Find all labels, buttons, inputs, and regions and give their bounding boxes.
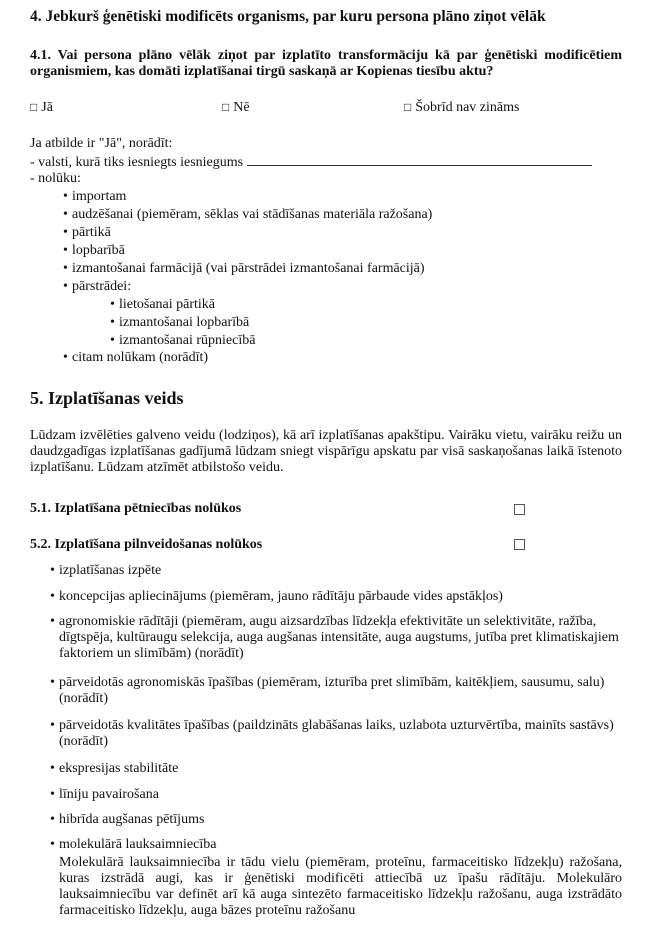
checkbox-5-1[interactable] xyxy=(514,504,525,515)
purpose-item xyxy=(63,225,111,241)
bullet-icon: • xyxy=(63,279,68,294)
bullet-icon: • xyxy=(50,614,55,629)
purpose-item xyxy=(63,207,432,223)
bullet-icon: • xyxy=(110,315,115,330)
section-5-2: 5.2. Izplatīšana pilnveidošanas nolūkos xyxy=(30,537,263,552)
bullet-icon: • xyxy=(63,207,68,222)
molecular-farming-description: Molekulārā lauksaimniecība ir tādu vielu (piemēram, proteīnu, farmaceitisko līdzekļu) ražošana, kuras izstrādā augi, kas ir ģenētiski modificēti attiecībā uz īpašu rādītāju. Molekulāro lauksaimniecību var definēt arī kā auga sintezēto farmaceitisko līdzekļu ražošanu, auga izstrādāto farmaceitisko līdzekļu, auga bāzes proteīnu ražošanu xyxy=(59,855,622,918)
option-no-label: Nē xyxy=(233,100,250,115)
if-yes-label: Ja atbilde ir "Jā", norādīt: xyxy=(30,136,173,151)
purpose-item-label: importam xyxy=(72,189,127,204)
list-item-label: pārveidotās agronomiskās īpašības (piemēram, izturība pret slimībām, kaitēkļiem, sausumu, salu) (norādīt) xyxy=(59,675,605,706)
option-unknown[interactable] xyxy=(404,99,519,116)
purpose-item xyxy=(63,189,126,205)
section5-heading: 5. Izplatīšanas veids xyxy=(30,388,184,408)
list-item xyxy=(50,761,631,777)
list-item-label: hibrīda augšanas pētījums xyxy=(59,812,205,827)
list-item xyxy=(50,614,631,662)
processing-item-label: lietošanai pārtikā xyxy=(119,297,216,312)
processing-item xyxy=(110,333,255,349)
checkbox-5-2[interactable] xyxy=(514,539,525,550)
bullet-icon: • xyxy=(63,261,68,276)
bullet-icon: • xyxy=(50,718,55,733)
purpose-item-label: izmantošanai farmācijā (vai pārstrādei izmantošanai farmācijā) xyxy=(72,261,425,276)
bullet-icon: • xyxy=(50,675,55,690)
bullet-icon: • xyxy=(110,297,115,312)
bullet-icon: • xyxy=(63,189,68,204)
list-item-label: koncepcijas apliecinājums (piemēram, jauno rādītāju pārbaude vides apstākļos) xyxy=(59,589,503,604)
question-4-1: 4.1. Vai persona plāno vēlāk ziņot par izplatīto transformāciju kā par ģenētiski modificētiem organismiem, kas domāti izplatīšanai tirgū saskaņā ar Kopienas tiesību aktu? xyxy=(30,48,622,79)
bullet-icon: • xyxy=(63,225,68,240)
list-item xyxy=(50,837,631,853)
purpose-item-label: lopbarībā xyxy=(72,243,125,258)
option-no[interactable] xyxy=(222,99,250,116)
purpose-item-label: audzēšanai (piemēram, sēklas vai stādīšanas materiāla ražošana) xyxy=(72,207,433,222)
country-fill-line[interactable] xyxy=(247,153,592,166)
bullet-icon: • xyxy=(50,837,55,852)
list-item xyxy=(50,563,631,579)
purpose-item xyxy=(63,279,131,295)
purpose-item xyxy=(63,261,425,277)
purpose-item-label: pārtikā xyxy=(72,225,111,240)
checkbox-icon[interactable]: □ xyxy=(222,100,230,114)
purpose-item xyxy=(63,243,125,259)
option-yes[interactable] xyxy=(30,99,53,116)
processing-item-label: izmantošanai rūpniecībā xyxy=(119,333,256,348)
list-item-label: līniju pavairošana xyxy=(59,787,159,802)
processing-item-label: izmantošanai lopbarībā xyxy=(119,315,250,330)
option-unknown-label: Šobrīd nav zināms xyxy=(415,100,520,115)
purpose-item-label: citam nolūkam (norādīt) xyxy=(72,350,209,365)
section-5-1: 5.1. Izplatīšana pētniecības nolūkos xyxy=(30,501,242,516)
purpose-label: - nolūku: xyxy=(30,171,81,186)
processing-item xyxy=(110,315,249,331)
checkbox-icon[interactable]: □ xyxy=(404,100,412,114)
section5-intro: Lūdzam izvēlēties galveno veidu (lodziņos), kā arī izplatīšanas apakštipu. Vairāku vietu, vairāku reižu un daudzgadīgas izplatīšanas gadījumā lūdzam sniegt vispārīgu apskatu par visā saskaņošanas laikā īstenoto izplatīšanu. Lūdzam atzīmēt atbilstošo veidu. xyxy=(30,428,622,475)
processing-item xyxy=(110,297,215,313)
checkbox-icon[interactable]: □ xyxy=(30,100,38,114)
list-item xyxy=(50,787,631,803)
section4-heading: 4. Jebkurš ģenētiski modificēts organisms, par kuru persona plāno ziņot vēlāk xyxy=(30,8,546,25)
purpose-item-label: pārstrādei: xyxy=(72,279,132,294)
bullet-icon: • xyxy=(50,812,55,827)
country-label: - valsti, kurā tiks iesniegts iesniegums xyxy=(30,155,244,170)
list-item xyxy=(50,718,631,750)
bullet-icon: • xyxy=(63,350,68,365)
list-item xyxy=(50,812,631,828)
list-item-label: agronomiskie rādītāji (piemēram, augu aizsardzības līdzekļa efektivitāte un selektivitāte, ražība, dīgtspēja, kultūraugu selekcija, auga augšanas intensitāte, auga augstums, jutība pret klimatiskajiem faktoriem un slimībām) (norādīt) xyxy=(59,614,619,661)
bullet-icon: • xyxy=(50,589,55,604)
purpose-item-other xyxy=(63,350,208,366)
list-item-label: pārveidotās kvalitātes īpašības (paildzināts glabāšanas laiks, uzlabota uzturvērtība, mainīts sastāvs) (norādīt) xyxy=(59,718,614,749)
bullet-icon: • xyxy=(110,333,115,348)
list-item-label: izplatīšanas izpēte xyxy=(59,563,162,578)
bullet-icon: • xyxy=(50,761,55,776)
list-item-label: molekulārā lauksaimniecība xyxy=(59,837,217,852)
bullet-icon: • xyxy=(63,243,68,258)
list-item xyxy=(50,675,631,707)
list-item-label: ekspresijas stabilitāte xyxy=(59,761,179,776)
bullet-icon: • xyxy=(50,787,55,802)
option-yes-label: Jā xyxy=(41,100,53,115)
country-row xyxy=(30,153,592,171)
bullet-icon: • xyxy=(50,563,55,578)
list-item xyxy=(50,589,631,605)
